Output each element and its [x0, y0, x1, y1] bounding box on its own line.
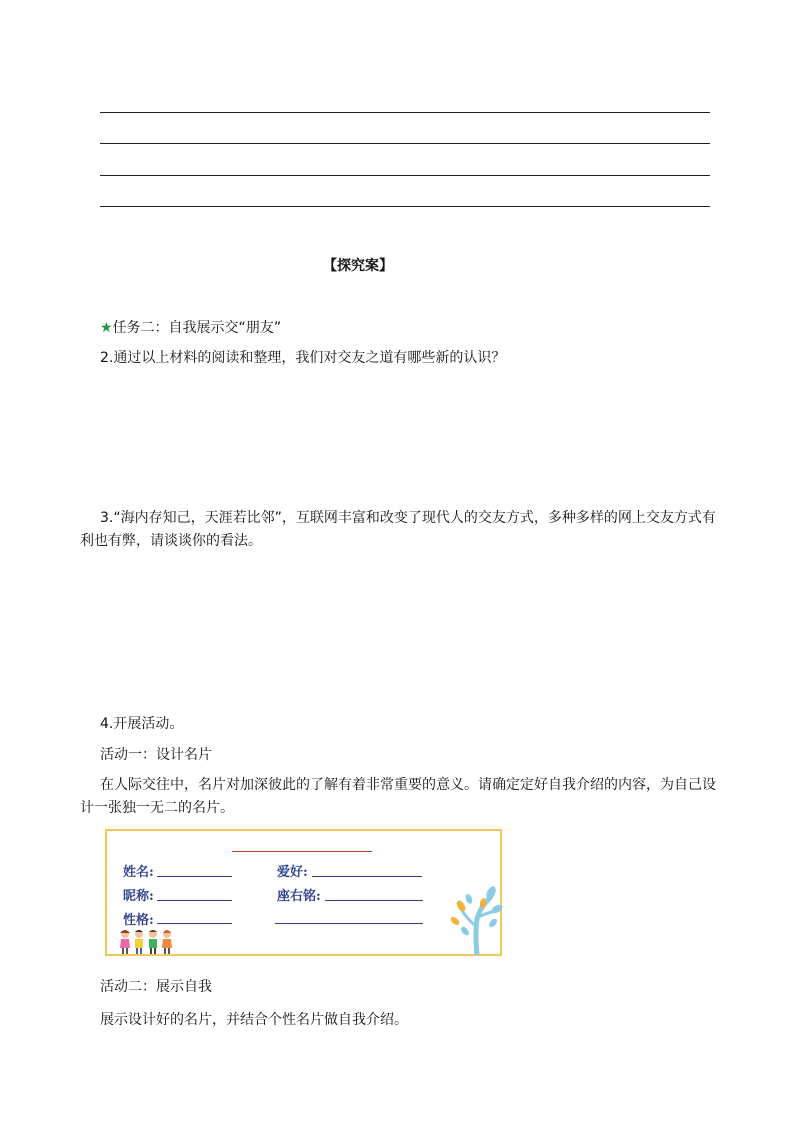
card-motto-label: 座右铭:: [277, 889, 321, 904]
card-personality-field[interactable]: [157, 923, 232, 924]
card-name-field[interactable]: [157, 876, 232, 877]
card-personality-label: 性格:: [123, 913, 154, 928]
card-extra-field[interactable]: [275, 923, 423, 924]
question-3-text: 3.“海内存知己，天涯若比邻”，互联网丰富和改变了现代人的交友方式，多种多样的网上交友方式有利也有弊，请谈谈你的看法。: [80, 510, 716, 549]
activity-1-desc-text: 在人际交往中，名片对加深彼此的了解有着非常重要的意义。请确定定好自我介绍的内容，为自己设计一张独一无二的名片。: [80, 777, 716, 816]
activity-1-title: 活动一：设计名片: [100, 747, 212, 763]
star-icon: ★: [100, 320, 113, 336]
question-3: [80, 507, 726, 553]
activity-2-title: 活动二：展示自我: [100, 979, 212, 995]
card-name-label: 姓名:: [123, 865, 154, 880]
answer-line-2: [100, 143, 710, 144]
card-nickname-label: 昵称:: [123, 889, 154, 904]
tree-illustration: [447, 879, 503, 955]
question-4: 4.开展活动。: [100, 716, 184, 732]
answer-line-3: [100, 175, 710, 176]
task-label: 任务二：自我展示交“朋友”: [112, 320, 282, 336]
card-hobby-label: 爱好:: [277, 865, 308, 880]
card-hobby-field[interactable]: [312, 876, 422, 877]
question-2: 2.通过以上材料的阅读和整理，我们对交友之道有哪些新的认识？: [100, 350, 506, 366]
answer-line-4: [100, 206, 710, 207]
activity-2-desc: 展示设计好的名片，并结合个性名片做自我介绍。: [100, 1012, 408, 1028]
task-heading: [100, 318, 281, 338]
card-title-line[interactable]: [232, 851, 372, 852]
children-illustration: [117, 928, 181, 956]
answer-line-1: [100, 112, 710, 113]
card-motto-field[interactable]: [325, 900, 423, 901]
activity-1-desc: [80, 774, 726, 820]
section-title: 【探究案】: [323, 258, 393, 274]
name-card: [105, 829, 502, 956]
card-nickname-field[interactable]: [157, 900, 232, 901]
